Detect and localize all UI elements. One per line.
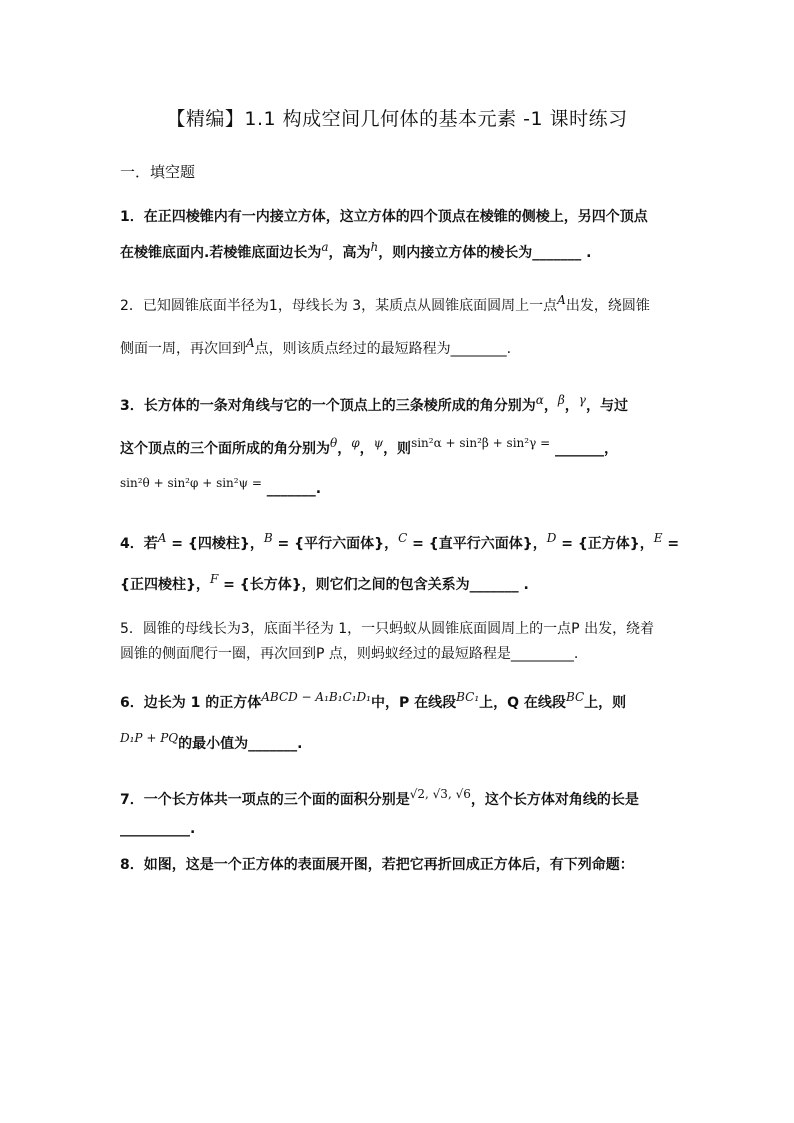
q2-line2: 侧面一周，再次回到A点，则该质点经过的最短路程为________.	[120, 336, 512, 357]
math-expr1: sin²α + sin²β + sin²γ =	[411, 436, 551, 450]
math-cube: ABCD − A₁B₁C₁D₁	[261, 690, 371, 704]
q3-line3: sin²θ + sin²φ + sin²ψ = _______.	[120, 476, 322, 497]
math-set-B: B	[263, 531, 273, 545]
q7-line2: __________.	[120, 821, 196, 837]
math-sqrt-values: √2, √3, √6	[409, 787, 471, 801]
q3-line1: 3．长方体的一条对角线与它的一个顶点上的三条棱所成的角分别为α，β，γ，与过	[120, 393, 628, 414]
math-a: a	[321, 240, 329, 254]
q1-line2: 在棱锥底面内.若棱锥底面边长为a，高为h，则内接立方体的棱长为_______ .	[120, 240, 592, 261]
q4-line1: 4．若A = {四棱柱}，B = {平行六面体}，C = {直平行六面体}，D = {正方体}，E =	[120, 531, 680, 552]
q2-line1: 2．已知圆锥底面半径为1，母线长为 3，某质点从圆锥底面圆周上一点A出发，绕圆锥	[120, 293, 650, 314]
page-title: 【精编】1.1 构成空间几何体的基本元素 -1 课时练习	[166, 108, 628, 130]
q4-line2: {正四棱柱}，F = {长方体}，则它们之间的包含关系为_______ .	[120, 572, 529, 593]
math-phi: φ	[351, 436, 360, 450]
math-A: A	[557, 293, 566, 307]
q5-line2: 圆锥的侧面爬行一圈，再次回到P 点，则蚂蚁经过的最短路程是_________.	[120, 646, 579, 662]
math-seg-bc1: BC₁	[456, 690, 480, 704]
math-A2: A	[246, 336, 255, 350]
math-d1p-pq: D₁P + PQ	[120, 731, 179, 745]
math-set-C: C	[398, 531, 408, 545]
math-set-E: E	[653, 531, 663, 545]
math-psi: ψ	[373, 436, 384, 450]
math-seg-bc: BC	[565, 690, 585, 704]
math-set-D: D	[546, 531, 557, 545]
math-alpha: α	[535, 393, 544, 407]
math-set-A: A	[157, 531, 167, 545]
q3-line2: 这个顶点的三个面所成的角分别为θ，φ，ψ，则sin²α + sin²β + sin²γ = _______，	[120, 436, 618, 457]
q1-line1: 1．在正四棱锥内有一内接立方体，这立方体的四个顶点在棱锥的侧棱上，另四个顶点	[120, 209, 648, 225]
q8-line1: 8．如图，这是一个正方体的表面展开图，若把它再折回成正方体后，有下列命题：	[120, 857, 634, 873]
q6-line2: D₁P + PQ的最小值为_______.	[120, 731, 303, 752]
math-theta: θ	[330, 436, 338, 450]
math-set-F: F	[209, 572, 219, 586]
q6-line1: 6．边长为 1 的正方体ABCD − A₁B₁C₁D₁中，P 在线段BC₁上，Q 在线段BC上，则	[120, 690, 627, 711]
q5-line1: 5．圆锥的母线长为3，底面半径为 1，一只蚂蚁从圆锥底面圆周上的一点P 出发，绕着	[120, 621, 655, 637]
math-h: h	[370, 240, 379, 254]
q7-line1: 7．一个长方体共一项点的三个面的面积分别是√2, √3, √6，这个长方体对角线的长是	[120, 787, 639, 808]
math-beta: β	[557, 393, 565, 407]
section-heading: 一．填空题	[120, 163, 196, 181]
math-gamma: γ	[578, 393, 586, 407]
math-expr2: sin²θ + sin²φ + sin²ψ =	[120, 476, 262, 490]
